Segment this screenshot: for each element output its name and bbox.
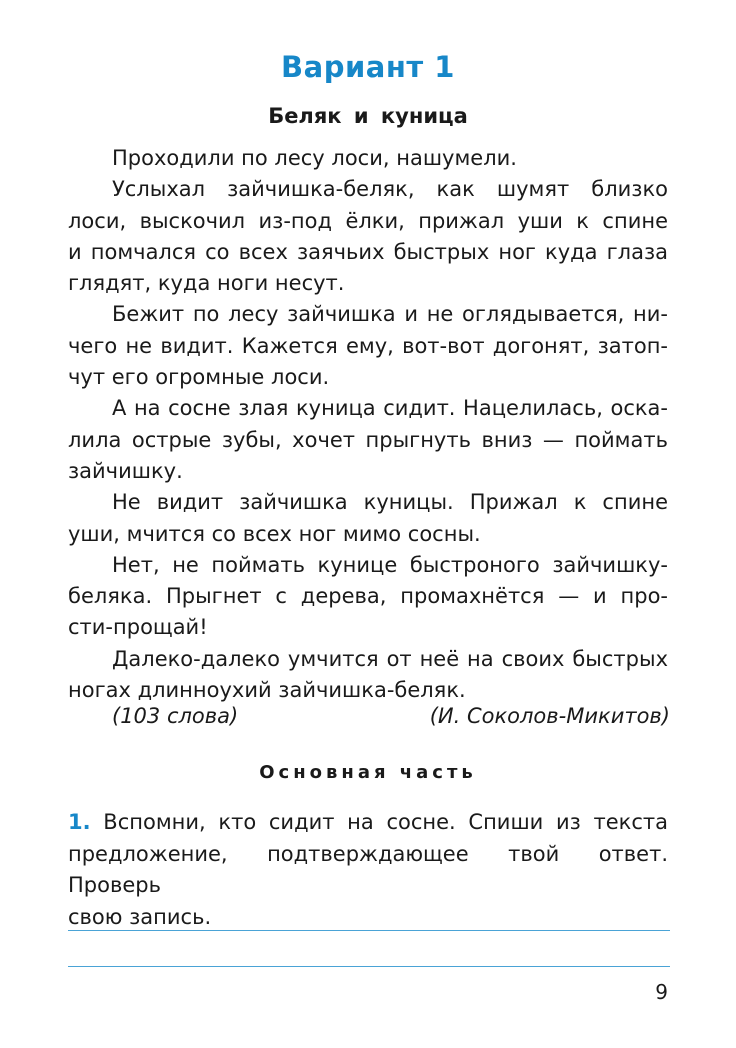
story-line: ногах длинноухий зайчишка-беляк. <box>68 678 466 703</box>
word-count: (103 слова) <box>112 704 239 728</box>
story-attribution <box>112 704 670 736</box>
story-paragraph <box>68 143 668 174</box>
story-paragraph <box>68 299 668 393</box>
variant-title: Вариант 1 <box>281 50 455 84</box>
story-paragraph <box>68 550 668 644</box>
story-line: Бежит по лесу зайчишка и не оглядывается, ни- <box>112 302 668 327</box>
story-paragraph <box>68 487 668 550</box>
task-line: свою запись. <box>68 904 212 929</box>
story-line: Проходили по лесу лоси, нашумели. <box>112 146 517 170</box>
author: (И. Соколов-Микитов) <box>429 704 670 728</box>
story-line: чут его огромные лоси. <box>68 365 330 390</box>
story-paragraph <box>68 174 668 299</box>
story-paragraph <box>68 644 668 707</box>
answer-line[interactable] <box>68 930 670 931</box>
answer-line[interactable] <box>68 966 670 967</box>
story-line: сти-прощай! <box>68 615 208 640</box>
story-title: Беляк и куница <box>268 104 468 128</box>
story-line: лоси, выскочил из-под ёлки, прижал уши к спине <box>68 208 668 233</box>
story-line: беляка. Прыгнет с дерева, промахнётся — и про- <box>68 584 668 609</box>
task-text-line-1: Вспомни, кто сидит на сосне. Спиши из текста <box>103 810 668 834</box>
story-line: Нет, не поймать кунице быстроного зайчишку- <box>112 552 668 577</box>
task-1 <box>68 807 668 933</box>
story-line: Услыхал зайчишка-беляк, как шумят близко <box>112 177 668 202</box>
story-line: чего не видит. Кажется ему, вот-вот догонят, затоп- <box>68 333 668 358</box>
story-paragraph <box>68 393 668 487</box>
story-line: глядят, куда ноги несут. <box>68 271 345 296</box>
task-number: 1. <box>68 810 91 834</box>
story-line: лила острые зубы, хочет прыгнуть вниз — поймать <box>68 427 668 452</box>
story-line: А на сосне злая куница сидит. Нацелилась, оска- <box>112 396 668 421</box>
story-line: уши, мчится со всех ног мимо сосны. <box>68 521 481 546</box>
story-line: зайчишку. <box>68 458 183 483</box>
story-line: Далеко-далеко умчится от неё на своих быстрых <box>112 646 668 671</box>
story-text <box>68 143 668 706</box>
story-line: и помчался со всех заячьих быстрых ног куда глаза <box>68 239 668 264</box>
story-line: Не видит зайчишка куницы. Прижал к спине <box>112 490 668 515</box>
page-number: 9 <box>655 980 668 1004</box>
section-title: Основная часть <box>259 762 477 783</box>
task-line <box>68 807 668 839</box>
task-line: предложение, подтверждающее твой ответ. Проверь <box>68 841 668 897</box>
